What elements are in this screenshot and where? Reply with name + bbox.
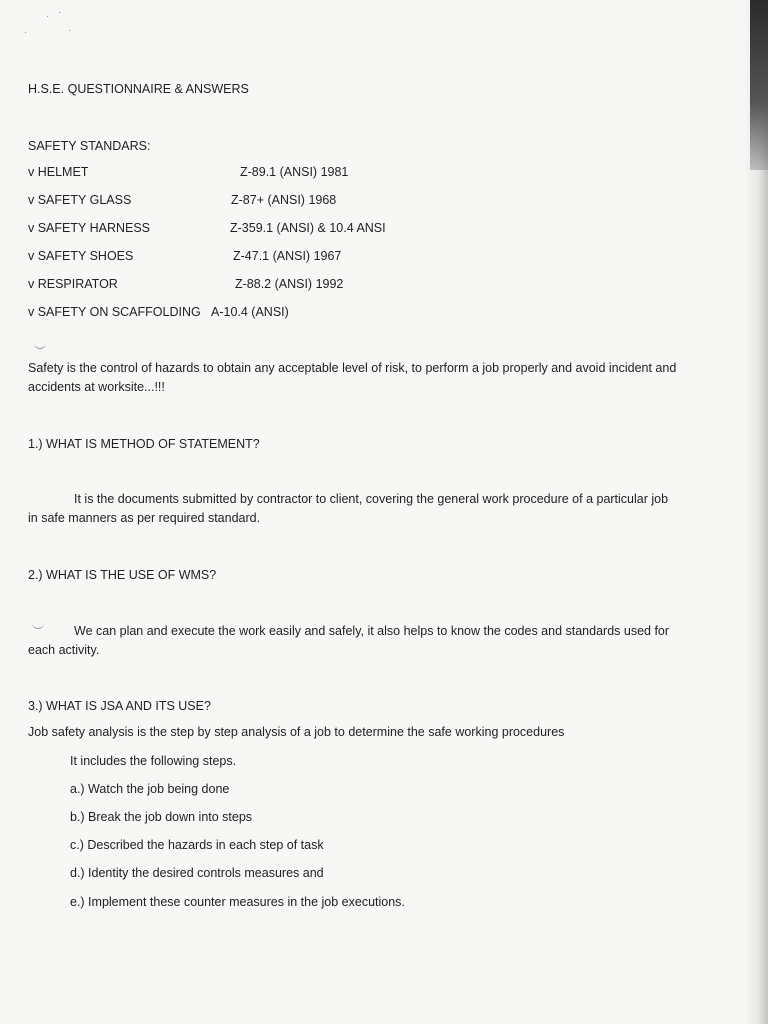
steps-intro: It includes the following steps. [70,754,237,768]
standard-code-safety-glass: Z-87+ (ANSI) 1968 [231,193,337,207]
safety-definition: Safety is the control of hazards to obtain any acceptable level of risk, to perform a job properly and avoid incident and accidents at worksite...!!! [28,361,677,394]
scan-speck: · [58,7,62,18]
answer-2: We can plan and execute the work easily and safely, it also helps to know the codes and standards used for each activity. [28,624,670,657]
scan-speck: · [24,27,28,38]
document-title: H.S.E. QUESTIONNAIRE & ANSWERS [28,82,249,96]
standard-code-respirator: Z-88.2 (ANSI) 1992 [235,277,344,291]
scan-speck: · [68,25,72,36]
standard-label-safety-harness: v SAFETY HARNESS [28,221,151,235]
question-1: 1.) WHAT IS METHOD OF STATEMENT? [28,437,260,451]
standards-heading: SAFETY STANDARS: [28,139,151,153]
standard-label-safety-glass: v SAFETY GLASS [28,193,132,207]
step-a: a.) Watch the job being done [70,782,230,796]
scan-speck: · [46,11,50,22]
step-c: c.) Described the hazards in each step of task [70,838,324,852]
step-e: e.) Implement these counter measures in the job executions. [70,895,405,909]
step-b: b.) Break the job down into steps [70,810,253,824]
standard-code-scaffolding: A-10.4 (ANSI) [211,305,289,319]
question-2: 2.) WHAT IS THE USE OF WMS? [28,568,217,582]
standard-label-helmet: v HELMET [28,165,89,179]
step-d: d.) Identity the desired controls measures and [70,866,324,880]
standard-label-scaffolding: v SAFETY ON SCAFFOLDING [28,305,201,319]
standard-code-helmet: Z-89.1 (ANSI) 1981 [240,165,349,179]
answer-3: Job safety analysis is the step by step analysis of a job to determine the safe working procedures [28,725,565,739]
standard-label-respirator: v RESPIRATOR [28,277,118,291]
standard-code-safety-shoes: Z-47.1 (ANSI) 1967 [233,249,342,263]
answer-1: It is the documents submitted by contractor to client, covering the general work procedure of a particular job in safe manners as per required standard. [28,492,669,525]
question-3: 3.) WHAT IS JSA AND ITS USE? [28,699,211,713]
standard-code-safety-harness: Z-359.1 (ANSI) & 10.4 ANSI [230,221,386,235]
pen-mark [34,342,46,349]
page-edge-dark [750,0,768,170]
standard-label-safety-shoes: v SAFETY SHOES [28,249,134,263]
